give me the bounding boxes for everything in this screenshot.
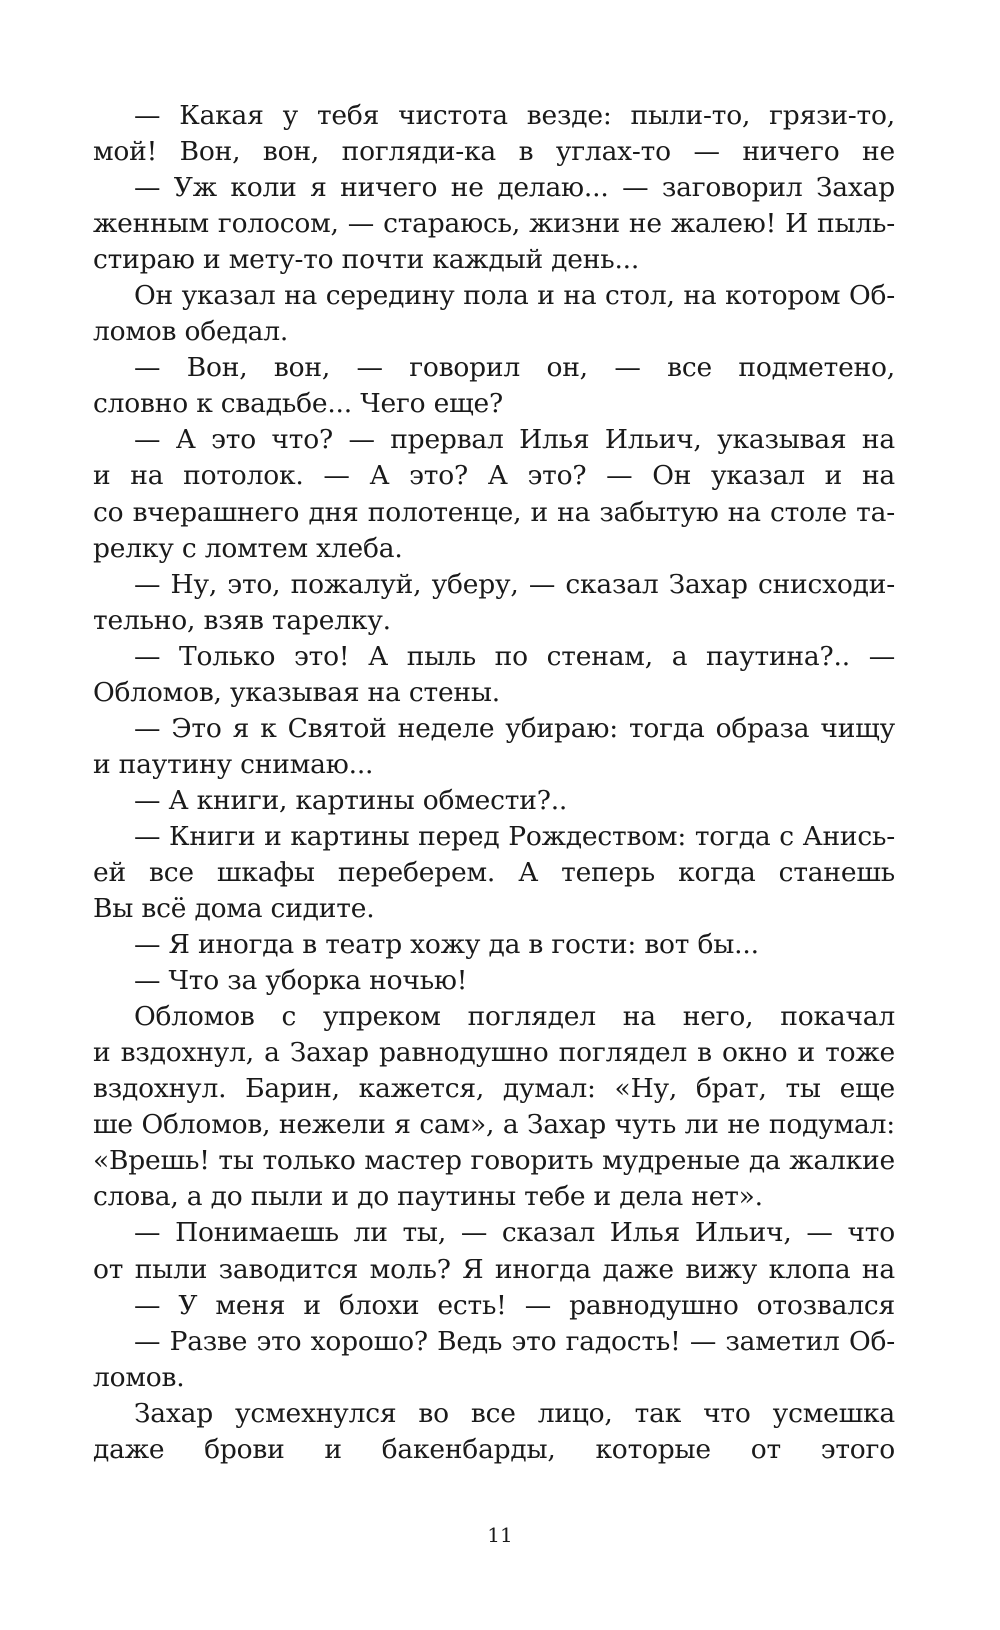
text-line: Он указал на середину пола и на стол, на котором Об- [134, 280, 895, 312]
text-line: словно к свадьбе... Чего еще? [93, 388, 504, 420]
body-text [93, 98, 895, 1468]
text-line: Вы всё дома сидите. [93, 893, 375, 925]
text-line: вздохнул. Барин, кажется, думал: «Ну, брат, ты еще [93, 1073, 895, 1105]
text-line: Захар усмехнулся во все лицо, так что усмешка [134, 1397, 895, 1429]
text-line: ломов обедал. [93, 316, 289, 348]
text-line: — Какая у тебя чистота везде: пыли-то, грязи-то, [134, 100, 895, 131]
text-line: женным голосом, — стараюсь, жизни не жалею! И пыль- [93, 208, 895, 240]
text-line: ей все шкафы переберем. А теперь когда станешь [93, 856, 895, 888]
text-line: — Это я к Святой неделе убираю: тогда образа чищу [134, 712, 895, 744]
text-line: релку с ломтем хлеба. [93, 532, 403, 564]
text-line: — Уж коли я ничего не делаю... — заговорил Захар [134, 172, 895, 204]
text-line: — Понимаешь ли ты, — сказал Илья Ильич, — что [134, 1217, 895, 1249]
text-line: Обломов, указывая на стены. [93, 676, 501, 708]
text-line: — А это что? — прервал Илья Ильич, указывая на [134, 424, 895, 456]
text-line: со вчерашнего дня полотенце, и на забытую на столе та- [93, 496, 895, 528]
text-line: тельно, взяв тарелку. [93, 604, 391, 636]
text-line: и паутину снимаю... [93, 748, 374, 780]
text-line: — Разве это хорошо? Ведь это гадость! — заметил Об- [134, 1325, 895, 1357]
text-line: даже брови и бакенбарды, которые от этого [93, 1433, 895, 1465]
page-number: 11 [487, 1523, 513, 1547]
text-line: и на потолок. — А это? А это? — Он указал и на [93, 460, 895, 492]
text-line: — Я иногда в театр хожу да в гости: вот бы... [134, 929, 759, 961]
text-line: — А книги, картины обмести?.. [134, 784, 568, 816]
text-line: от пыли заводится моль? Я иногда даже вижу клопа на [93, 1253, 895, 1285]
text-line: и вздохнул, а Захар равнодушно поглядел в окно и тоже [93, 1037, 895, 1069]
text-line: — Ну, это, пожалуй, уберу, — сказал Захар снисходи- [134, 568, 895, 600]
text-line: стираю и мету-то почти каждый день... [93, 244, 640, 276]
text-line: «Врешь! ты только мастер говорить мудреные да жалкие [93, 1145, 895, 1177]
text-line: мой! Вон, вон, погляди-ка в углах-то — ничего не [93, 136, 895, 168]
text-line: Обломов с упреком поглядел на него, покачал [134, 1001, 895, 1033]
text-line: ломов. [93, 1361, 185, 1393]
text-line: — Вон, вон, — говорил он, — все подметено, [134, 352, 895, 384]
text-line: — Только это! А пыль по стенам, а паутина?.. — [134, 640, 895, 672]
text-line: слова, а до пыли и до паутины тебе и дела нет». [93, 1181, 763, 1213]
text-line: — Что за уборка ночью! [134, 965, 468, 997]
text-line: ше Обломов, нежели я сам», а Захар чуть ли не подумал: [93, 1109, 895, 1141]
text-line: — У меня и блохи есть! — равнодушно отозвался [134, 1289, 895, 1321]
text-line: — Книги и картины перед Рождеством: тогда с Анись- [134, 820, 895, 852]
